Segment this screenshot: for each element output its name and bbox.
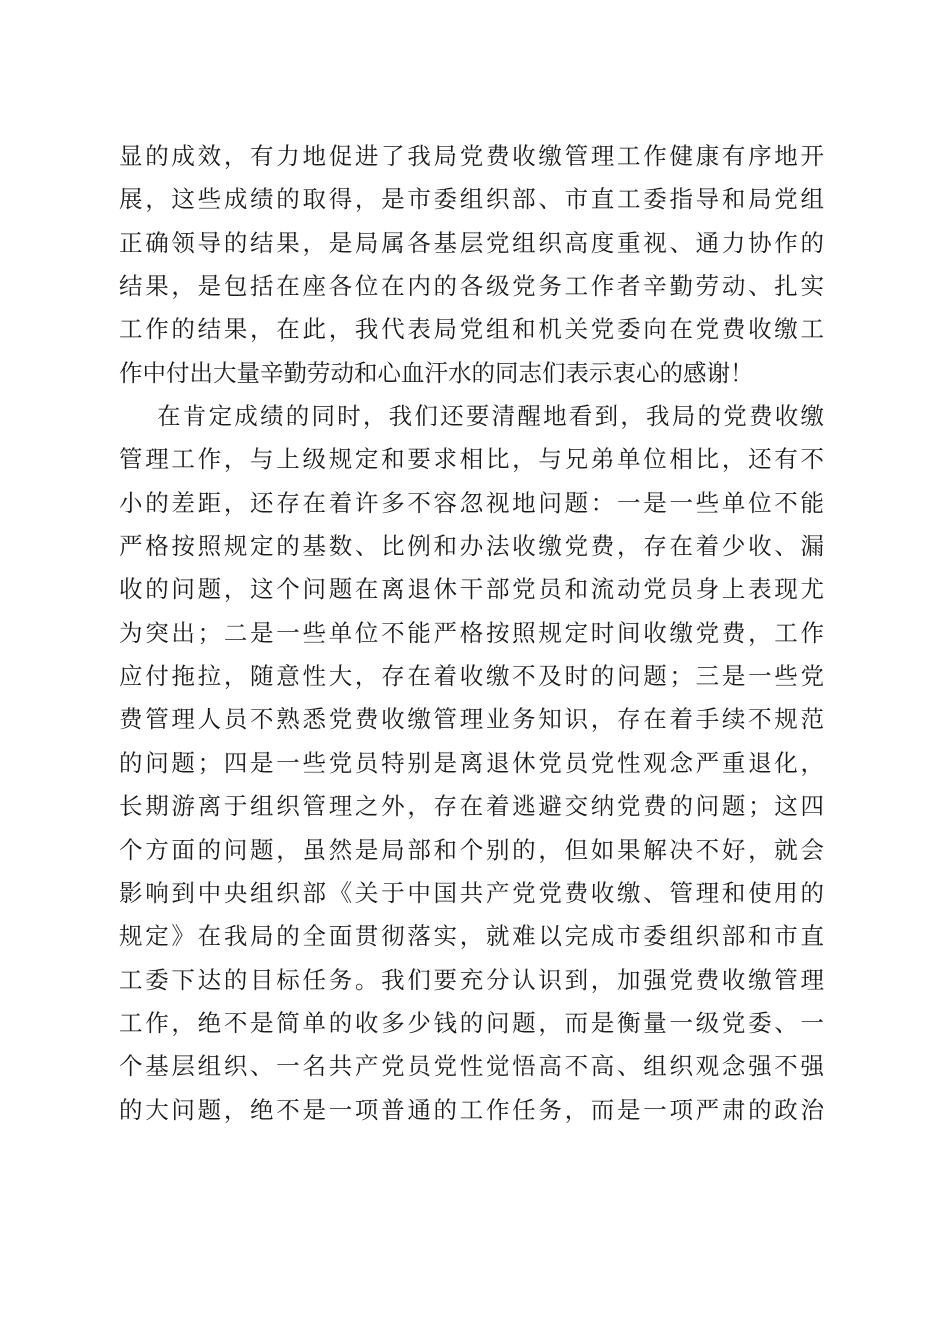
- text-line: 费管理人员不熟悉党费收缴管理业务知识，存在着手续不规范: [119, 705, 824, 734]
- text-line: 长期游离于组织管理之外，存在着逃避交纳党费的问题；这四: [119, 792, 824, 821]
- text-line: 影响到中央组织部《关于中国共产党党费收缴、管理和使用的: [119, 878, 824, 907]
- text-line: 正确领导的结果，是局属各基层党组织高度重视、通力协作的: [119, 228, 824, 257]
- text-line: 个基层组织、一名共产党员党性觉悟高不高、组织观念强不强: [119, 1052, 824, 1081]
- text-line: 应付拖拉，随意性大，存在着收缴不及时的问题；三是一些党: [119, 662, 824, 691]
- text-line: 个方面的问题，虽然是局部和个别的，但如果解决不好，就会: [119, 835, 824, 864]
- text-line: 显的成效，有力地促进了我局党费收缴管理工作健康有序地开: [119, 142, 824, 170]
- text-line: 展，这些成绩的取得，是市委组织部、市直工委指导和局党组: [119, 185, 824, 214]
- text-line: 工作的结果，在此，我代表局党组和机关党委向在党费收缴工: [119, 315, 824, 344]
- text-line: 小的差距，还存在着许多不容忽视地问题：一是一些单位不能: [119, 488, 824, 517]
- text-line: 工委下达的目标任务。我们要充分认识到，加强党费收缴管理: [119, 965, 824, 994]
- paragraph-first-line: 在肯定成绩的同时，我们还要清醒地看到，我局的党费收缴: [157, 402, 824, 431]
- text-line: 的大问题，绝不是一项普通的工作任务，而是一项严肃的政治: [119, 1095, 824, 1124]
- text-line: 严格按照规定的基数、比例和办法收缴党费，存在着少收、漏: [119, 532, 824, 561]
- text-line: 的问题；四是一些党员特别是离退休党员党性观念严重退化，: [119, 748, 824, 777]
- text-line: 规定》在我局的全面贯彻落实，就难以完成市委组织部和市直: [119, 922, 824, 951]
- text-line: 管理工作，与上级规定和要求相比，与兄弟单位相比，还有不: [119, 445, 824, 474]
- text-line: 结果，是包括在座各位在内的各级党务工作者辛勤劳动、扎实: [119, 272, 824, 301]
- text-line: 为突出；二是一些单位不能严格按照规定时间收缴党费，工作: [119, 618, 824, 647]
- text-line: 收的问题，这个问题在离退休干部党员和流动党员身上表现尤: [119, 575, 824, 604]
- body-text: [119, 135, 824, 1132]
- text-line: 工作，绝不是简单的收多少钱的问题，而是衡量一级党委、一: [119, 1008, 824, 1037]
- text-line: 作中付出大量辛勤劳动和心血汗水的同志们表示衷心的感谢！: [119, 358, 754, 387]
